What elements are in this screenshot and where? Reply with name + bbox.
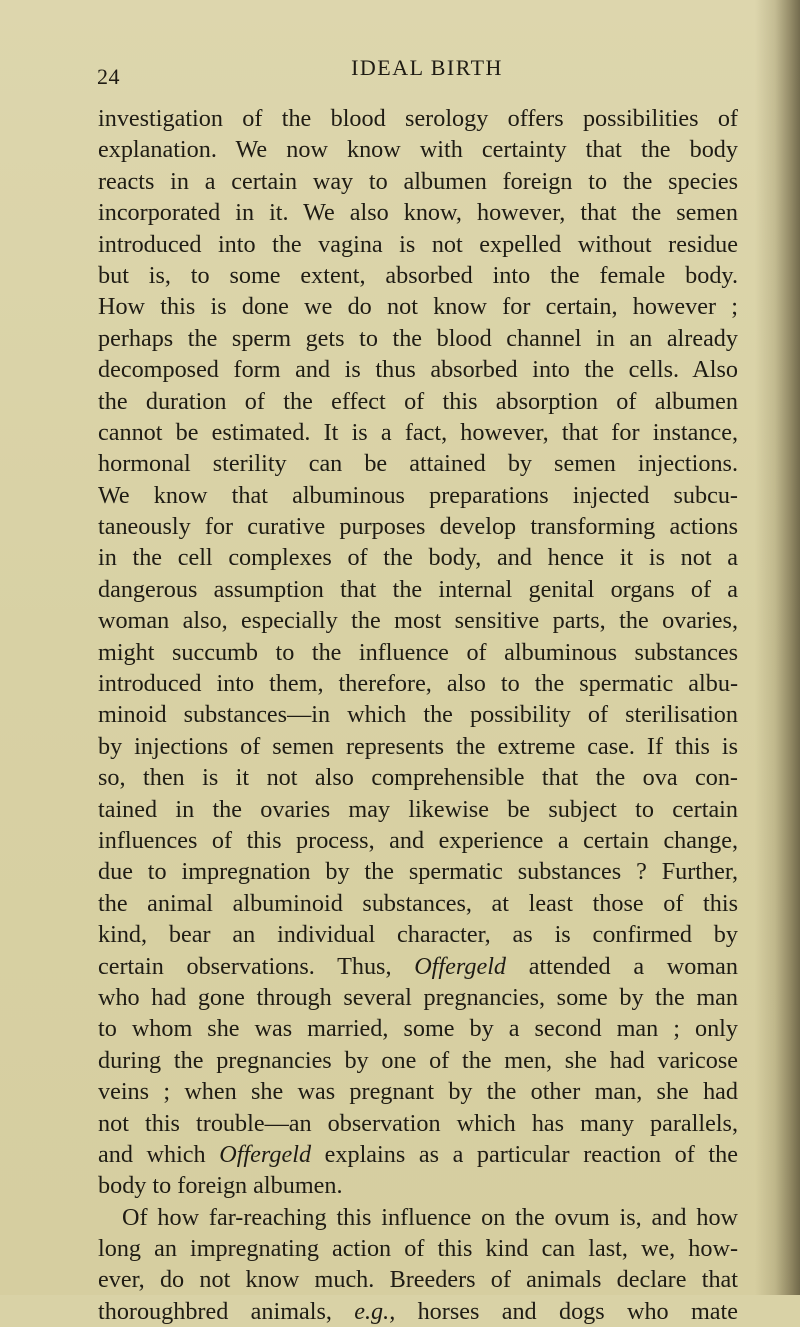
text-segment: reacts in a certain way to albumen foreign to the species xyxy=(98,167,738,195)
text-segment: dangerous assumption that the internal genital organs of a xyxy=(98,575,738,603)
text-segment: explains as a particular reaction of the xyxy=(311,1140,738,1168)
text-line-content xyxy=(98,103,738,134)
text-line-content xyxy=(98,1296,738,1327)
text-segment: by injections of semen represents the extreme case. If this is xyxy=(98,732,738,760)
text-line xyxy=(98,1013,738,1044)
text-segment: ever, do not know much. Breeders of animals declare that xyxy=(98,1266,738,1294)
text-line xyxy=(98,794,738,825)
text-segment: who had gone through several pregnancies, some by the man xyxy=(98,983,738,1011)
text-segment: so, then is it not also comprehensible that the ova con- xyxy=(98,764,738,792)
text-line-content xyxy=(98,762,738,793)
page-number: 24 xyxy=(97,64,120,89)
text-segment: the animal albuminoid substances, at least those of this xyxy=(98,889,738,917)
text-line xyxy=(98,417,738,448)
text-line xyxy=(98,166,738,197)
text-segment: How this is done we do not know for certain, however ; xyxy=(98,293,738,321)
body-text xyxy=(98,103,738,1327)
text-line-content xyxy=(98,699,738,730)
text-line-content xyxy=(98,1264,738,1295)
text-line xyxy=(98,856,738,887)
text-segment: thoroughbred animals, xyxy=(98,1297,355,1325)
text-line-content xyxy=(98,1108,738,1139)
text-line-content xyxy=(98,919,738,950)
text-segment: veins ; when she was pregnant by the other man, she had xyxy=(98,1078,738,1106)
text-segment: body to foreign albumen. xyxy=(98,1172,343,1200)
text-line xyxy=(98,982,738,1013)
text-segment: tained in the ovaries may likewise be subject to certain xyxy=(98,795,738,823)
text-line-content xyxy=(98,386,738,417)
text-line xyxy=(98,1233,738,1264)
text-line-content xyxy=(98,1233,738,1264)
text-line-content xyxy=(98,134,738,165)
text-segment: not this trouble—an observation which has many parallels, xyxy=(98,1109,738,1137)
text-segment: but is, to some extent, absorbed into the female body. xyxy=(98,261,738,289)
running-title: IDEAL BIRTH xyxy=(351,55,503,80)
text-line-content xyxy=(98,291,738,322)
text-line xyxy=(98,637,738,668)
text-line-content xyxy=(98,888,738,919)
text-line-content xyxy=(98,1139,738,1170)
text-segment: introduced into the vagina is not expelled without residue xyxy=(98,230,738,258)
text-segment: might succumb to the influence of albuminous substances xyxy=(98,638,738,666)
text-line-content xyxy=(98,480,738,511)
text-line-content xyxy=(98,542,738,573)
text-line xyxy=(98,511,738,542)
text-segment: influences of this process, and experience a certain change, xyxy=(98,826,738,854)
text-segment: and which xyxy=(98,1140,220,1168)
text-segment: hormonal sterility can be attained by semen injections. xyxy=(98,450,738,478)
text-line xyxy=(98,1076,738,1107)
text-segment: taneously for curative purposes develop transforming actions xyxy=(98,513,738,541)
text-line-content xyxy=(98,1170,738,1201)
text-line-content xyxy=(98,260,738,291)
text-line-content xyxy=(98,1045,738,1076)
text-line xyxy=(98,480,738,511)
text-segment: investigation of the blood serology offers possibilities of xyxy=(98,105,738,132)
text-line xyxy=(98,103,738,134)
text-line-content xyxy=(98,229,738,260)
text-line xyxy=(98,1108,738,1139)
text-line xyxy=(98,919,738,950)
text-segment: incorporated in it. We also know, however, that the semen xyxy=(98,199,738,227)
text-segment: due to impregnation by the spermatic substances ? Further, xyxy=(98,858,738,886)
text-line-content xyxy=(98,323,738,354)
text-line-content xyxy=(98,982,738,1013)
text-segment: decomposed form and is thus absorbed into the cells. Also xyxy=(98,356,738,384)
text-segment: during the pregnancies by one of the men, she had varicose xyxy=(98,1046,738,1074)
text-line-content xyxy=(98,1013,738,1044)
text-line-content xyxy=(122,1202,738,1233)
text-segment: We know that albuminous preparations injected subcu- xyxy=(98,481,738,509)
running-head xyxy=(97,52,737,92)
text-line-content xyxy=(98,166,738,197)
text-segment: perhaps the sperm gets to the blood channel in an already xyxy=(98,324,738,352)
italic-term: e.g., xyxy=(354,1297,396,1325)
text-line xyxy=(98,1170,738,1201)
text-segment: certain observations. Thus, xyxy=(98,952,415,980)
text-segment: the duration of the effect of this absorption of albumen xyxy=(98,387,738,415)
text-line xyxy=(98,542,738,573)
text-line xyxy=(98,1296,738,1327)
text-line xyxy=(98,260,738,291)
text-segment: explanation. We now know with certainty that the body xyxy=(98,136,738,164)
text-line-content xyxy=(98,951,738,982)
text-line-content xyxy=(98,856,738,887)
text-line-content xyxy=(98,605,738,636)
text-line xyxy=(98,951,738,982)
text-segment: in the cell complexes of the body, and hence it is not a xyxy=(98,544,738,572)
text-line-content xyxy=(98,354,738,385)
text-segment: introduced into them, therefore, also to the spermatic albu- xyxy=(98,670,738,698)
text-line-content xyxy=(98,511,738,542)
text-segment: minoid substances—in which the possibility of sterilisation xyxy=(98,701,738,729)
italic-term: Offergeld xyxy=(219,1140,312,1168)
text-segment: woman also, especially the most sensitive parts, the ovaries, xyxy=(98,607,738,635)
text-line xyxy=(98,354,738,385)
text-line-content xyxy=(98,825,738,856)
text-line xyxy=(98,197,738,228)
italic-term: Offergeld xyxy=(414,952,507,980)
text-segment: horses and dogs who mate xyxy=(395,1297,738,1325)
text-segment: kind, bear an individual character, as is confirmed by xyxy=(98,921,738,949)
text-segment: Of how far-reaching this influence on the ovum is, and how xyxy=(122,1203,738,1231)
text-line-content xyxy=(98,794,738,825)
text-line xyxy=(98,762,738,793)
text-line xyxy=(98,134,738,165)
text-line-content xyxy=(98,637,738,668)
text-line xyxy=(98,668,738,699)
text-line xyxy=(98,605,738,636)
text-line-content xyxy=(98,1076,738,1107)
text-line xyxy=(98,1264,738,1295)
text-segment: to whom she was married, some by a second man ; only xyxy=(98,1015,738,1043)
text-line xyxy=(98,731,738,762)
text-line-content xyxy=(98,668,738,699)
text-line xyxy=(98,386,738,417)
text-segment: attended a woman xyxy=(506,952,738,980)
text-line xyxy=(98,1139,738,1170)
text-line xyxy=(98,291,738,322)
text-line xyxy=(98,448,738,479)
text-segment: cannot be estimated. It is a fact, however, that for instance, xyxy=(98,418,738,446)
text-line xyxy=(98,229,738,260)
text-line-content xyxy=(98,417,738,448)
text-line xyxy=(98,1202,738,1233)
text-line-content xyxy=(98,574,738,605)
text-line xyxy=(98,888,738,919)
text-line xyxy=(98,1045,738,1076)
text-line-content xyxy=(98,731,738,762)
text-segment: long an impregnating action of this kind can last, we, how- xyxy=(98,1235,738,1263)
text-line xyxy=(98,825,738,856)
text-line-content xyxy=(98,448,738,479)
text-line xyxy=(98,323,738,354)
text-line xyxy=(98,574,738,605)
text-line-content xyxy=(98,197,738,228)
text-line xyxy=(98,699,738,730)
